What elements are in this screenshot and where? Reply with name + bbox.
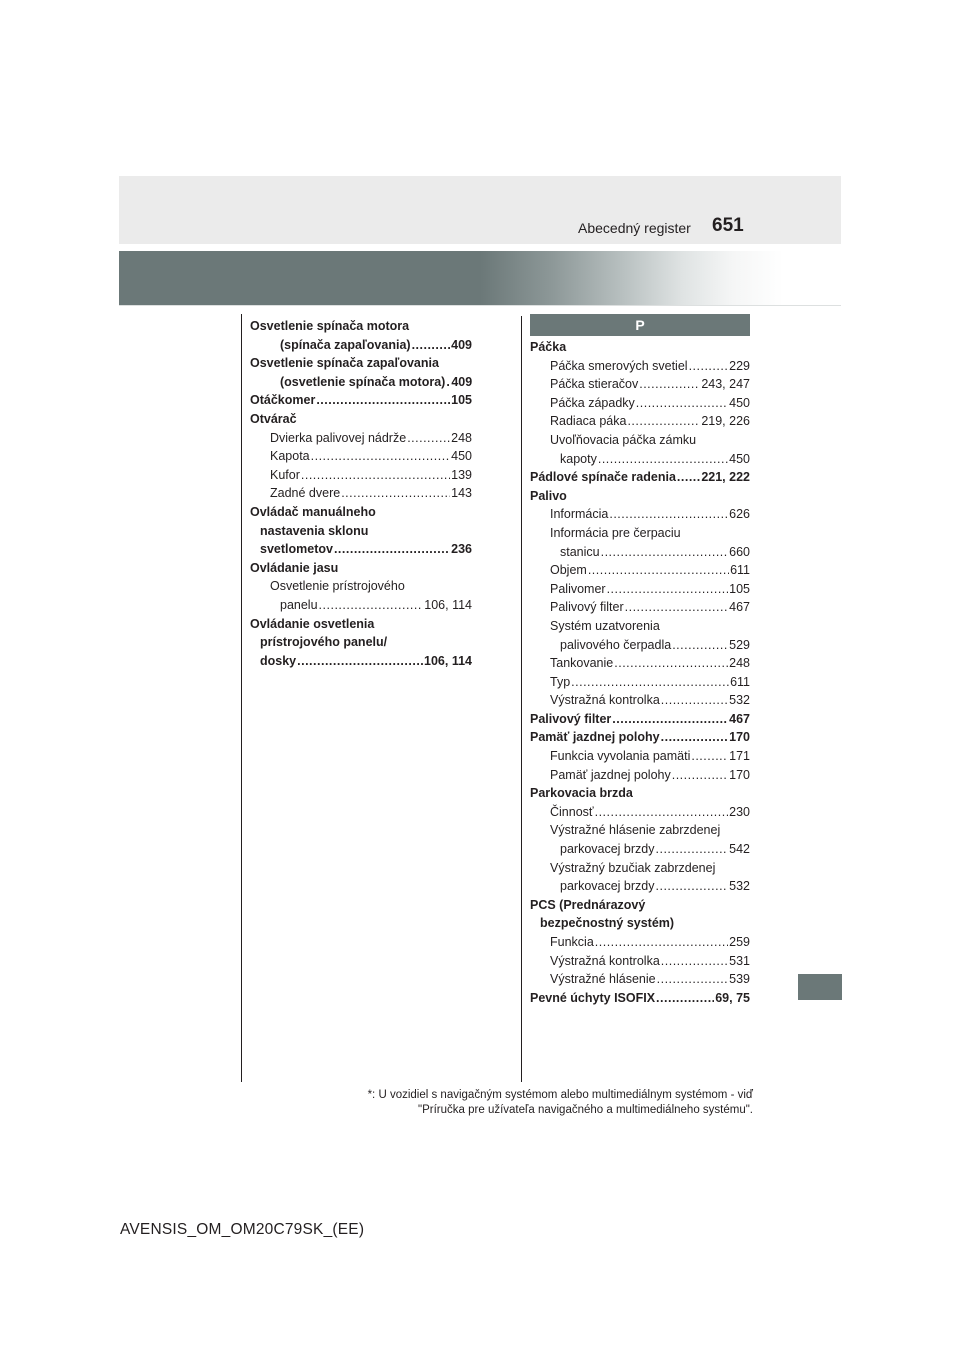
index-entry-page[interactable]: 529 [729, 637, 750, 652]
dot-leader [639, 375, 700, 394]
index-entry[interactable] [530, 357, 750, 376]
index-entry[interactable] [250, 447, 472, 466]
dot-leader [689, 357, 729, 376]
index-entry[interactable] [530, 561, 750, 580]
footnote-line-2: "Príručka pre užívateľa navigačného a multimediálneho systému". [418, 1104, 753, 1116]
dot-leader [446, 373, 450, 392]
index-entry-term: Osvetlenie prístrojového [270, 579, 405, 594]
index-entry[interactable] [530, 468, 750, 487]
index-entry-term: Tankovanie [550, 656, 614, 671]
index-entry-term: Činnosť [550, 804, 594, 819]
index-entry-term: Otáčkomer [250, 393, 316, 408]
index-entry-page[interactable]: 450 [729, 395, 750, 410]
index-entry [250, 410, 472, 429]
index-entry-term: Parkovacia brzda [530, 786, 633, 801]
index-entry-term: Osvetlenie spínača motora [250, 319, 410, 333]
dot-leader [595, 803, 729, 822]
index-entry-term: Kapota [270, 449, 310, 464]
index-entry-term: Pamäť jazdnej polohy [530, 730, 660, 745]
index-entry-page[interactable]: 467 [729, 600, 750, 615]
index-entry-term: Radiaca páka [550, 414, 627, 429]
dot-leader [614, 654, 728, 673]
index-letter-header: P [530, 314, 750, 336]
dot-leader [607, 580, 729, 599]
index-entry-term: Osvetlenie spínača zapaľovania [250, 356, 439, 371]
index-entry-term: Ovládanie jasu [250, 560, 339, 575]
index-entry-term: svetlometov [260, 542, 333, 557]
page-number: 651 [712, 215, 744, 236]
index-entry [530, 784, 750, 803]
index-entry-page[interactable]: 106, 114 [424, 653, 472, 668]
dot-leader [598, 450, 728, 469]
index-entry [530, 914, 750, 933]
index-entry-page[interactable]: 170 [729, 730, 750, 745]
index-entry-page[interactable]: 259 [729, 935, 750, 949]
dot-leader [657, 970, 729, 989]
index-entry-page[interactable]: 221, 222 [701, 470, 750, 485]
index-entry [250, 522, 472, 541]
index-entry-page[interactable]: 539 [729, 972, 750, 987]
index-entry[interactable] [250, 373, 472, 392]
index-entry-term: Pevné úchyty ISOFIX [530, 990, 656, 1005]
index-entry-term: Ovládanie osvetlenia [250, 616, 375, 631]
index-entry-page[interactable]: 143 [451, 486, 472, 501]
dot-leader [672, 636, 728, 655]
index-entry[interactable] [530, 375, 750, 394]
index-entry-page[interactable]: 248 [451, 430, 472, 445]
index-entry-page[interactable]: 229 [729, 358, 750, 373]
index-entry-page[interactable]: 105 [451, 393, 472, 408]
index-entry [530, 821, 750, 840]
dot-leader [601, 543, 729, 562]
index-entry-term: Páčka smerových svetiel [550, 358, 688, 373]
index-entry-term: nastavenia sklonu [260, 523, 369, 538]
index-entry[interactable] [250, 391, 472, 410]
index-entry-term: parkovacej brzdy [560, 879, 655, 894]
index-entry-term: Kufor [270, 467, 300, 482]
index-entry-term: Pádlové spínače radenia [530, 470, 676, 485]
index-entry[interactable] [530, 580, 750, 599]
index-entry-page[interactable]: 611 [730, 674, 750, 689]
index-entry[interactable] [250, 652, 472, 671]
dot-leader [656, 989, 714, 1008]
index-entry[interactable] [530, 747, 750, 766]
index-entry [250, 354, 472, 373]
index-entry[interactable] [530, 766, 750, 785]
index-entry-term: Otvárač [250, 411, 297, 426]
dot-leader [595, 933, 728, 952]
index-entry-page[interactable]: 243, 247 [701, 377, 750, 392]
dot-leader [661, 691, 728, 710]
index-entry [530, 338, 750, 357]
index-entry-page[interactable]: 105 [729, 581, 750, 596]
index-entry-term: PCS (Prednárazový [530, 897, 646, 912]
index-entry-page[interactable]: 532 [729, 879, 750, 894]
index-entry-term: Palivomer [550, 581, 606, 596]
index-entry-page[interactable]: 611 [730, 563, 750, 578]
index-entry-page[interactable]: 69, 75 [715, 990, 750, 1005]
index-entry-term: stanicu [560, 544, 600, 559]
index-entry-term: Dvierka palivovej nádrže [270, 430, 407, 445]
index-entry[interactable] [530, 543, 750, 562]
dot-leader [625, 598, 729, 617]
index-entry[interactable] [530, 803, 750, 822]
index-entry[interactable] [530, 933, 750, 952]
dot-leader [297, 652, 423, 671]
index-entry-page[interactable]: 626 [729, 507, 750, 522]
dot-leader [656, 840, 729, 859]
index-entry-term: bezpečnostný systém) [540, 916, 675, 931]
index-entry-page[interactable]: 170 [729, 767, 750, 782]
header-divider [119, 305, 841, 306]
index-entry-term: Funkcia vyvolania pamäti [550, 749, 691, 764]
index-entry[interactable] [530, 952, 750, 971]
dot-leader [609, 505, 728, 524]
index-column-right [530, 338, 750, 1007]
index-entry-term: Palivový filter [550, 600, 624, 615]
index-entry-term: prístrojového panelu/ [260, 635, 388, 650]
dot-leader [636, 394, 728, 413]
dot-leader [301, 466, 450, 485]
index-entry[interactable] [530, 970, 750, 989]
index-entry[interactable] [530, 691, 750, 710]
index-entry [530, 859, 750, 878]
index-entry-term: Výstražné hlásenie [550, 972, 656, 987]
index-entry-page[interactable]: 248 [729, 656, 750, 671]
index-entry-term: Typ [550, 674, 571, 689]
index-entry-term: kapoty [560, 451, 597, 466]
dot-leader [691, 747, 728, 766]
index-entry-term: parkovacej brzdy [560, 842, 655, 857]
index-entry [530, 896, 750, 915]
index-entry[interactable] [530, 450, 750, 469]
index-entry-term: (osvetlenie spínača motora) [280, 374, 446, 389]
dot-leader [334, 540, 450, 559]
index-entry[interactable] [250, 540, 472, 559]
index-entry [530, 487, 750, 506]
index-entry[interactable] [530, 394, 750, 413]
index-entry-term: Palivo [530, 488, 567, 503]
dot-leader [341, 484, 450, 503]
document-code: AVENSIS_OM_OM20C79SK_(EE) [120, 1221, 365, 1238]
index-entry[interactable] [250, 429, 472, 448]
dot-leader [319, 596, 424, 615]
index-entry-page[interactable]: 660 [729, 544, 750, 559]
index-entry-page[interactable]: 467 [729, 711, 750, 726]
index-entry-page[interactable]: 532 [729, 693, 750, 708]
middle-column-rule [521, 316, 522, 1082]
index-column-left [250, 317, 472, 670]
index-entry[interactable] [250, 596, 472, 615]
header-gradient-bar [119, 251, 841, 305]
section-title: Abecedný register [578, 220, 691, 236]
dot-leader [672, 766, 728, 785]
index-entry-term: Výstražná kontrolka [550, 693, 660, 708]
index-entry-page[interactable]: 450 [451, 449, 472, 464]
index-entry-term: Páčka západky [550, 395, 635, 410]
dot-leader [311, 447, 451, 466]
dot-leader [661, 728, 729, 747]
index-entry-term: Páčka stieračov [550, 377, 639, 392]
index-entry-term: Informácia pre čerpaciu [550, 525, 681, 540]
dot-leader [316, 391, 450, 410]
index-entry-term: palivového čerpadla [560, 637, 672, 652]
index-entry-term: Uvoľňovacia páčka zámku [550, 432, 697, 447]
index-entry-page[interactable]: 450 [729, 451, 750, 466]
index-entry-term: Ovládač manuálneho [250, 504, 376, 519]
index-entry[interactable] [530, 654, 750, 673]
index-entry[interactable] [530, 598, 750, 617]
index-entry-term: Pamäť jazdnej polohy [550, 767, 671, 782]
index-entry [530, 617, 750, 636]
dot-leader [588, 561, 729, 580]
index-entry [250, 503, 472, 522]
left-column-rule [241, 314, 242, 1082]
footnote [368, 1088, 753, 1118]
index-entry[interactable] [250, 336, 472, 355]
index-entry [250, 559, 472, 578]
index-entry-term: Objem [550, 563, 587, 578]
dot-leader [656, 877, 729, 896]
index-entry-page[interactable]: 409 [451, 337, 472, 352]
index-entry-term: Výstražná kontrolka [550, 953, 660, 968]
index-entry-term: Informácia [550, 507, 609, 522]
index-entry[interactable] [530, 989, 750, 1008]
index-entry[interactable] [530, 412, 750, 431]
index-entry-term: dosky [260, 653, 297, 668]
index-entry-page[interactable]: 230 [729, 804, 750, 819]
dot-leader [612, 710, 728, 729]
dot-leader [627, 412, 700, 431]
index-entry [530, 431, 750, 450]
index-entry-term: panelu [280, 597, 318, 612]
index-entry[interactable] [530, 505, 750, 524]
index-entry [530, 524, 750, 543]
chapter-side-tab[interactable] [798, 974, 842, 1000]
index-entry-page[interactable]: 531 [729, 953, 750, 968]
index-entry-page[interactable]: 542 [729, 842, 750, 857]
index-entry-term: Výstražný bzučiak zabrzdenej [550, 860, 716, 875]
index-entry-term: Páčka [530, 340, 567, 354]
dot-leader [412, 336, 451, 355]
dot-leader [661, 952, 728, 971]
index-entry[interactable] [250, 484, 472, 503]
index-entry [250, 615, 472, 634]
index-entry-term: Zadné dvere [270, 486, 341, 501]
index-entry [250, 317, 472, 336]
index-entry-page[interactable]: 171 [729, 749, 750, 764]
index-entry-page[interactable]: 219, 226 [701, 414, 750, 429]
index-entry[interactable] [530, 728, 750, 747]
index-entry[interactable] [530, 710, 750, 729]
index-entry-page[interactable]: 139 [451, 467, 472, 482]
index-entry[interactable] [250, 466, 472, 485]
index-entry-page[interactable]: 236 [451, 542, 472, 557]
dot-leader [571, 673, 729, 692]
index-entry [250, 577, 472, 596]
index-entry[interactable] [530, 877, 750, 896]
dot-leader [677, 468, 700, 487]
index-entry[interactable] [530, 840, 750, 859]
index-entry[interactable] [530, 636, 750, 655]
index-entry-page[interactable]: 106, 114 [424, 597, 472, 612]
index-entry-page[interactable]: 409 [451, 374, 473, 389]
index-entry[interactable] [530, 673, 750, 692]
index-entry-term: (spínača zapaľovania) [280, 337, 411, 352]
index-entry-term: Funkcia [550, 935, 594, 949]
index-entry [250, 633, 472, 652]
footnote-line-1: *: U vozidiel s navigačným systémom alebo multimediálnym systémom - viď [367, 1089, 753, 1101]
index-entry-term: Systém uzatvorenia [550, 618, 660, 633]
dot-leader [407, 429, 450, 448]
index-entry-term: Palivový filter [530, 711, 612, 726]
index-entry-term: Výstražné hlásenie zabrzdenej [550, 823, 721, 838]
